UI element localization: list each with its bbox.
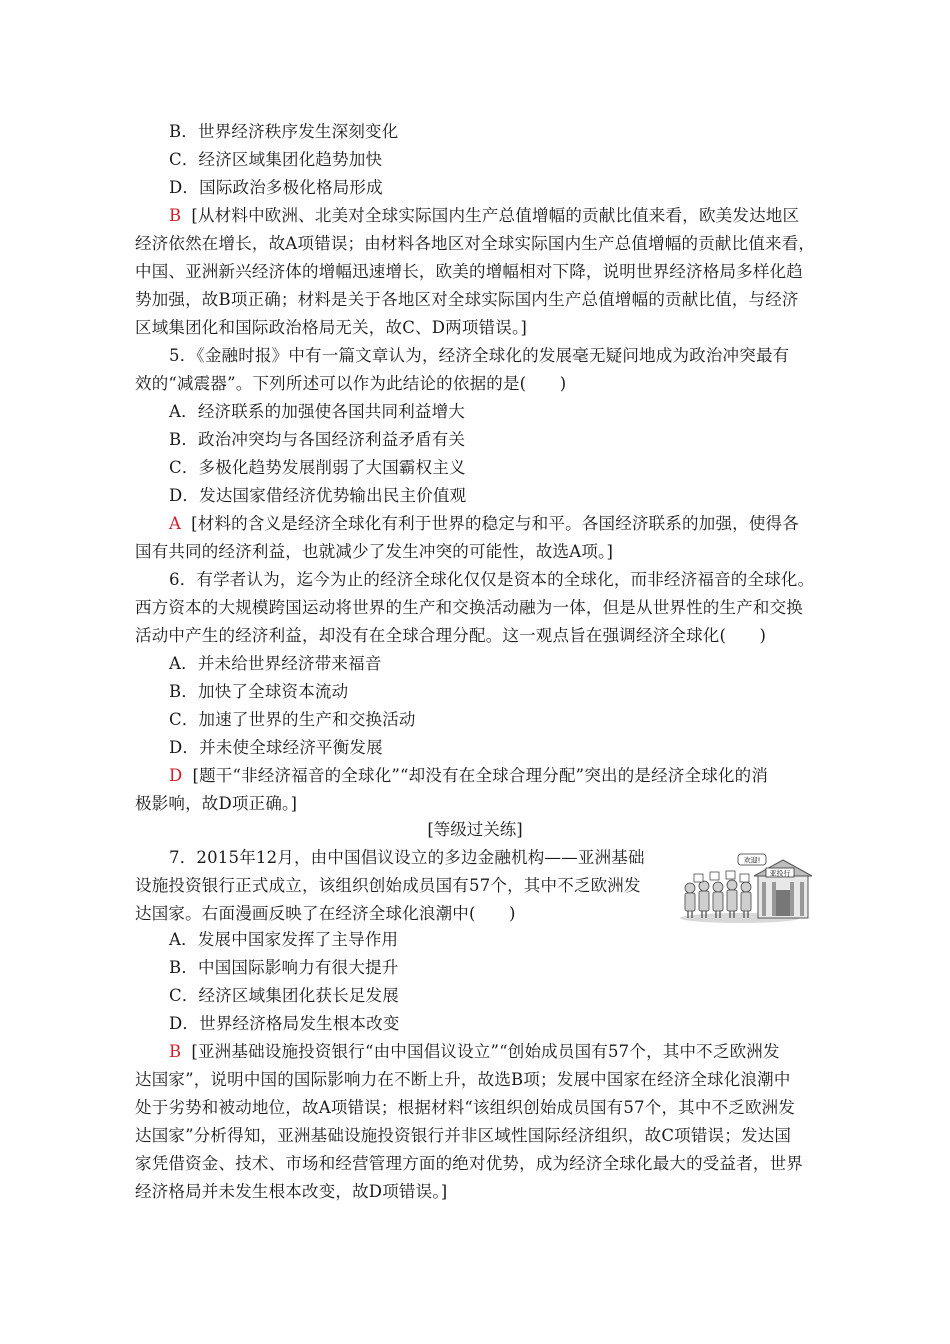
q4-answer-line-5: 区域集团化和国际政治格局无关，故C、D两项错误。] [135, 318, 528, 337]
q4-answer-line-4: 势加强，故B项正确；材料是关于各地区对全球实际国内生产总值增幅的贡献比值，与经济 [135, 290, 799, 309]
q7-option-d: D．世界经济格局发生根本改变 [169, 1014, 400, 1033]
q6-stem-line-2: 西方资本的大规模跨国运动将世界的生产和交换活动融为一体，但是从世界性的生产和交换 [135, 598, 803, 617]
q5-answer-letter: A [169, 514, 182, 533]
q6-answer-text: [题干“非经济福音的全球化”“却没有在全球合理分配”突出的是经济全球化的消 [192, 766, 769, 785]
q7-stem-line-1: 7．2015年12月，由中国倡议设立的多边金融机构——亚洲基础 [169, 848, 645, 867]
aiib-cartoon-image [680, 852, 815, 924]
q5-answer-line-1 [169, 510, 799, 538]
section-title: [等级过关练] [427, 820, 523, 839]
q6-answer-line-2: 极影响，故D项正确。] [135, 794, 298, 813]
q7-stem-line-3: 达国家。右面漫画反映了在经济全球化浪潮中( ) [135, 904, 516, 923]
q4-answer-line-3: 中国、亚洲新兴经济体的增幅迅速增长，欧美的增幅相对下降，说明世界经济格局多样化趋 [135, 262, 803, 281]
q7-answer-text: [亚洲基础设施投资银行“由中国倡议设立”“创始成员国有57个，其中不乏欧洲发 [191, 1042, 780, 1061]
q6-option-c: C．加速了世界的生产和交换活动 [169, 710, 416, 729]
svg-text:亚投行: 亚投行 [769, 869, 791, 878]
q7-option-a: A．发展中国家发挥了主导作用 [169, 930, 399, 949]
q4-answer-line-2: 经济依然在增长，故A项错误；由材料各地区对全球实际国内生产总值增幅的贡献比值来看， [135, 234, 816, 253]
q4-option-c: C．经济区域集团化趋势加快 [169, 150, 383, 169]
q5-option-d: D．发达国家借经济优势输出民主价值观 [169, 486, 467, 505]
q5-answer-text: [材料的含义是经济全球化有利于世界的稳定与和平。各国经济联系的加强，使得各 [191, 514, 799, 533]
q6-option-a: A．并未给世界经济带来福音 [169, 654, 382, 673]
q7-option-c: C．经济区域集团化获长足发展 [169, 986, 399, 1005]
q4-answer-text: [从材料中欧洲、北美对全球实际国内生产总值增幅的贡献比值来看，欧美发达地区 [191, 206, 800, 225]
q5-stem-line-2: 效的“减震器”。下列所述可以作为此结论的依据的是( ) [135, 374, 567, 393]
q6-option-b: B．加快了全球资本流动 [169, 682, 349, 701]
q6-answer-letter: D [169, 766, 183, 785]
q6-stem-line-3: 活动中产生的经济利益，却没有在全球合理分配。这一观点旨在强调经济全球化( ) [135, 626, 767, 645]
q4-answer-letter: B [169, 206, 182, 225]
q5-option-b: B．政治冲突均与各国经济利益矛盾有关 [169, 430, 466, 449]
q5-option-c: C．多极化趋势发展削弱了大国霸权主义 [169, 458, 466, 477]
q7-answer-line-4: 达国家”分析得知，亚洲基础设施投资银行并非区域性国际经济组织，故C项错误；发达国 [135, 1126, 792, 1145]
q4-answer-line-1 [169, 202, 799, 230]
q7-option-b: B．中国国际影响力有很大提升 [169, 958, 399, 977]
q7-answer-line-3: 处于劣势和被动地位，故A项错误；根据材料“该组织创始成员国有57个，其中不乏欧洲发 [135, 1098, 796, 1117]
q7-answer-letter: B [169, 1042, 182, 1061]
q7-answer-line-6: 经济格局并未发生根本改变，故D项错误。] [135, 1182, 448, 1201]
q7-answer-line-1 [169, 1038, 780, 1066]
q7-answer-line-2: 达国家”，说明中国的国际影响力在不断上升，故选B项；发展中国家在经济全球化浪潮中 [135, 1070, 791, 1089]
q7-stem-line-2: 设施投资银行正式成立，该组织创始成员国有57个，其中不乏欧洲发 [135, 876, 641, 895]
q5-option-a: A．经济联系的加强使各国共同利益增大 [169, 402, 466, 421]
q4-option-d: D．国际政治多极化格局形成 [169, 178, 383, 197]
q5-stem-line-1: 5．《金融时报》中有一篇文章认为，经济全球化的发展毫无疑问地成为政治冲突最有 [169, 346, 790, 365]
q6-stem-line-1: 6．有学者认为，迄今为止的经济全球化仅仅是资本的全球化，而非经济福音的全球化。 [169, 570, 815, 589]
svg-text:欢迎!: 欢迎! [743, 856, 761, 865]
q6-answer-line-1 [169, 762, 768, 790]
q5-answer-line-2: 国有共同的经济利益，也就减少了发生冲突的可能性，故选A项。] [135, 542, 614, 561]
q4-option-b: B．世界经济秩序发生深刻变化 [169, 122, 399, 141]
q7-answer-line-5: 家凭借资金、技术、市场和经营管理方面的绝对优势，成为经济全球化最大的受益者，世界 [135, 1154, 803, 1173]
q6-option-d: D．并未使全球经济平衡发展 [169, 738, 383, 757]
